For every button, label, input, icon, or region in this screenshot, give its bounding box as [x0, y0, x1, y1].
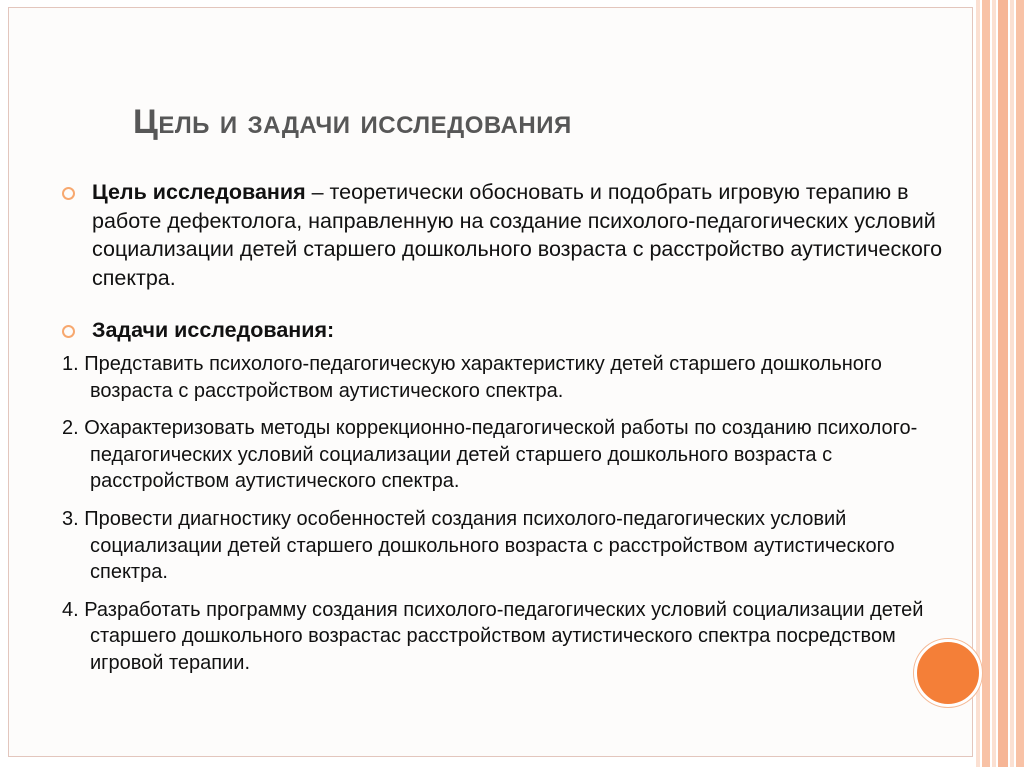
circle-bullet-icon — [62, 325, 75, 338]
circle-bullet-icon — [62, 187, 75, 200]
tasks-heading: Задачи исследования: — [92, 318, 335, 343]
task-item: 3. Провести диагностику особенностей создания психолого-педагогических условий социализации детей старшего дошкольного возраста с расстройством аутистического спектра. — [62, 507, 895, 584]
slide-title: Цель и задачи исследования — [133, 103, 572, 141]
task-item: 2. Охарактеризовать методы коррекционно-педагогической работы по созданию психолого-педагогических условий социализации детей старшего дошкольного возраста с расстройством аутистического спектра. — [62, 417, 918, 493]
slide-content — [62, 178, 962, 688]
tasks-bullet — [62, 316, 962, 345]
decorative-stripes — [976, 0, 1024, 767]
stripe — [992, 0, 996, 767]
goal-bullet — [62, 178, 962, 292]
stripe — [982, 0, 990, 767]
task-item: 1. Представить психолого-педагогическую характеристику детей старшего дошкольного возраста с расстройством аутистического спектра. — [62, 352, 882, 402]
goal-heading: Цель исследования — [92, 180, 306, 204]
task-item: 4. Разработать программу создания психолого-педагогических условий социализации детей старшего дошкольного возрастас расстройством аутистического спектра посредством игровой терапии. — [62, 598, 924, 674]
decorative-orange-circle — [914, 639, 982, 707]
stripe — [998, 0, 1008, 767]
stripe — [1010, 0, 1014, 767]
stripe — [976, 0, 980, 767]
goal-text: – теоретически обосновать и подобрать игровую терапию в работе дефектолога, направленную на создание психолого-педагогических условий социализации детей старшего дошкольного возраста с расстройство аутистического спектра. — [92, 180, 943, 290]
stripe — [1016, 0, 1024, 767]
